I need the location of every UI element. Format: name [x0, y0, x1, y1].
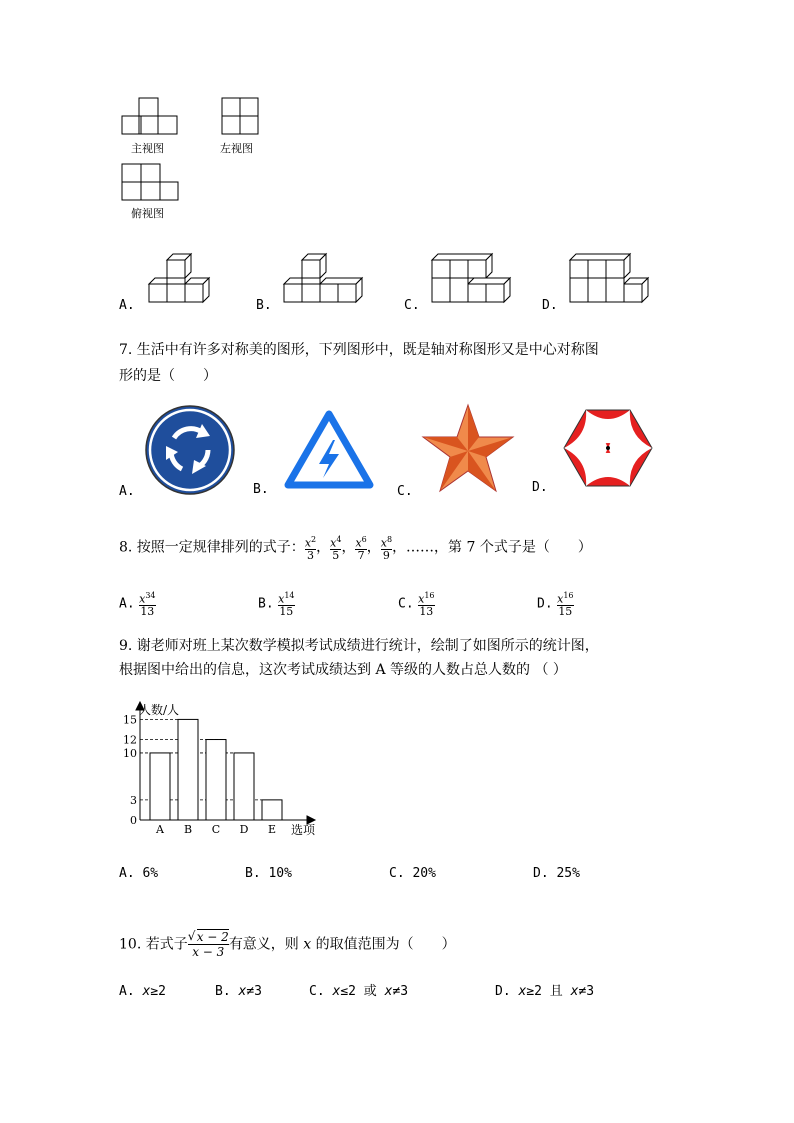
q6-option-a-figure[interactable] [143, 250, 223, 312]
y-tick-label: 3 [130, 793, 137, 807]
q6-option-c-label[interactable]: C. [404, 298, 420, 313]
x-tick-label: E [267, 823, 277, 836]
q8-option-b[interactable]: B. $\frac{x^{14}}{15}$ [258, 591, 295, 618]
q8-term-2: $\frac{x^4}{5}$ [330, 535, 342, 562]
q8-option-a[interactable]: A. $\frac{x^{34}}{13}$ [119, 591, 156, 618]
top-view-label: 俯视图 [131, 207, 164, 220]
q8-suffix: ，……，第 7 个式子是（ ） [392, 539, 592, 556]
bar-D [234, 753, 254, 820]
q7-text-line2: 形的是（ ） [119, 368, 217, 384]
q7-option-b-label[interactable]: B. [253, 482, 269, 497]
q6-option-b-figure[interactable] [278, 250, 368, 312]
q6-option-a-label[interactable]: A. [119, 298, 135, 313]
q7-option-d-label[interactable]: D. [532, 480, 548, 495]
q10-tail: 的取值范围为（ ） [315, 936, 456, 953]
bar-E [262, 800, 282, 820]
front-view-figure [120, 96, 180, 136]
y-tick-label: 15 [123, 713, 137, 727]
q9-option-d[interactable]: D. 25% [533, 866, 580, 881]
q7-option-c-label[interactable]: C. [397, 484, 413, 499]
q8-option-d[interactable]: D. $\frac{x^{16}}{15}$ [537, 591, 574, 618]
q10-option-d[interactable]: D. x≥2 且 x≠3 [495, 984, 595, 999]
q9-option-c[interactable]: C. 20% [389, 866, 436, 881]
q7-option-a-label[interactable]: A. [119, 484, 135, 499]
q8-option-c[interactable]: C. $\frac{x^{16}}{13}$ [398, 591, 435, 618]
x-tick-label: B [183, 823, 193, 836]
q10-prefix: 10. 若式子 [119, 936, 188, 953]
q6-option-d-figure[interactable] [566, 250, 650, 312]
bar-A [150, 753, 170, 820]
left-view-label: 左视图 [220, 142, 253, 155]
left-view-figure [220, 96, 262, 136]
x-tick-label: C [211, 823, 221, 836]
q6-option-d-label[interactable]: D. [542, 298, 558, 313]
q8-term-1: $\frac{x^2}{3}$ [304, 535, 317, 562]
q10-option-c[interactable]: C. x≤2 或 x≠3 [309, 984, 409, 999]
q10-suffix: 有意义，则 [228, 936, 299, 953]
x-tick-label: D [239, 823, 249, 836]
bar-chart [115, 700, 335, 840]
q9-option-a[interactable]: A. 6% [119, 866, 159, 881]
q10-expression: √ x − 2 x − 3 [187, 929, 229, 959]
q7-text-line1: 7. 生活中有许多对称美的图形，下列图形中，既是轴对称图形又是中心对称图 [119, 342, 599, 358]
roundabout-sign-icon[interactable] [144, 404, 236, 496]
q9-text-line2: 根据图中给出的信息，这次考试成绩达到 A 等级的人数占总人数的 （ ） [119, 662, 567, 678]
q8-term-3: $\frac{x^6}{7}$ [355, 535, 367, 562]
electric-warning-sign-icon[interactable] [283, 408, 375, 490]
bar-B [178, 719, 198, 820]
y-axis-title: 人数/人 [139, 703, 180, 717]
q10-option-a[interactable]: A. x≥2 [119, 984, 166, 999]
q8-term-4: $\frac{x^8}{9}$ [380, 535, 393, 562]
y-tick-label: 0 [130, 814, 137, 827]
top-view-figure [120, 162, 180, 202]
q6-option-c-figure[interactable] [428, 250, 512, 312]
x-tick-label: A [156, 823, 164, 836]
y-tick-label: 10 [123, 746, 137, 760]
q6-option-b-label[interactable]: B. [256, 298, 272, 313]
q8-question: 8. 按照一定规律排列的式子： $\frac{x^2}{3}$ ， $\frac{x^4}{5}$ ， $\frac{x^6}{7}$ ， $\frac{x^8}{9}$ ，……，第 7 个式子是（ ） [119, 535, 592, 562]
q10-var: x [303, 936, 312, 953]
q8-prefix: 8. 按照一定规律排列的式子： [119, 539, 305, 556]
y-tick-label: 12 [123, 733, 137, 747]
q9-option-b[interactable]: B. 10% [245, 866, 292, 881]
star-icon[interactable] [420, 403, 516, 495]
bar-C [206, 740, 226, 820]
x-axis-title: 选项 [291, 823, 316, 837]
hexagon-umbrella-icon[interactable] [562, 406, 654, 490]
front-view-label: 主视图 [131, 142, 164, 155]
q10-question [119, 930, 456, 959]
q10-option-b[interactable]: B. x≠3 [215, 984, 262, 999]
q9-text-line1: 9. 谢老师对班上某次数学模拟考试成绩进行统计，绘制了如图所示的统计图， [119, 638, 599, 654]
